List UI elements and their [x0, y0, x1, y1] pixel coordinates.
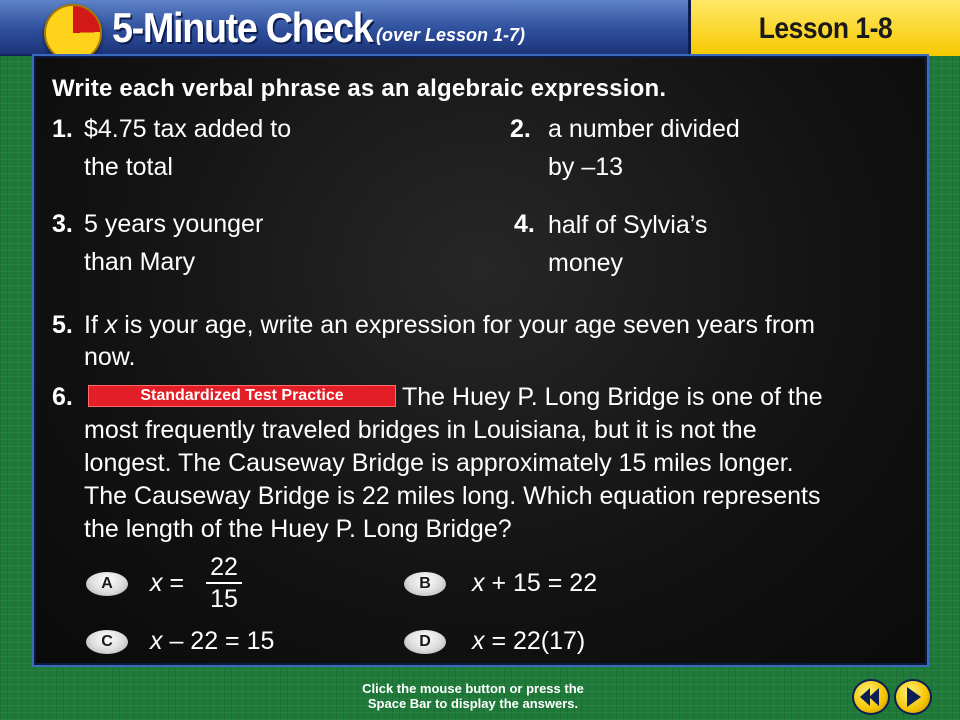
lesson-box: [688, 0, 960, 56]
choice-c-variable: x: [150, 627, 163, 655]
question-6-line2: most frequently traveled bridges in Louisiana, but it is not the: [84, 416, 757, 444]
choice-d-expression: [472, 625, 585, 658]
choice-a-fraction: [206, 553, 242, 613]
footer-message: [300, 681, 646, 711]
item-4-line1: half of Sylvia’s: [548, 211, 708, 239]
question-5-pre: If: [84, 311, 105, 339]
choice-b-expression: [472, 567, 597, 600]
choice-c-expression: [150, 625, 274, 658]
item-4-line2: money: [548, 249, 624, 277]
choice-c-button[interactable]: C: [86, 630, 128, 654]
question-5-line2: now.: [84, 343, 136, 371]
choice-d-rest: = 22(17): [484, 627, 586, 655]
choice-d-variable: x: [472, 627, 485, 655]
item-2-line1: a number divided: [548, 115, 740, 143]
choice-a-denominator: 15: [210, 585, 238, 613]
choice-a-lhs: x =: [150, 569, 185, 597]
question-5-line1: [84, 309, 815, 342]
header-subtitle: (over Lesson 1-7): [376, 25, 526, 45]
question-6-line1: The Huey P. Long Bridge is one of the: [402, 383, 823, 411]
next-button[interactable]: [894, 679, 932, 715]
question-5-variable: x: [104, 311, 118, 339]
pie-timer-icon: [44, 4, 102, 62]
question-6-number: 6.: [52, 383, 73, 411]
item-2-number: 2.: [510, 115, 531, 143]
lesson-label: Lesson 1-8: [758, 12, 893, 45]
previous-button[interactable]: [852, 679, 890, 715]
content-panel: [34, 56, 927, 665]
choice-b-rest: + 15 = 22: [484, 569, 598, 597]
item-3-line2: than Mary: [84, 248, 196, 276]
question-6-line4: The Causeway Bridge is 22 miles long. Which equation represents: [84, 482, 821, 510]
forward-arrow-icon: [896, 681, 930, 713]
choice-b-variable: x: [472, 569, 485, 597]
header-bar: [0, 0, 688, 56]
item-3-line1: 5 years younger: [84, 210, 264, 238]
choice-c-rest: – 22 = 15: [162, 627, 275, 655]
question-5-post: is your age, write an expression for your age seven years from: [117, 311, 815, 339]
choice-d-button[interactable]: D: [404, 630, 446, 654]
footer-line2: Space Bar to display the answers.: [367, 696, 579, 711]
item-1-line1: $4.75 tax added to: [84, 115, 292, 143]
choice-a-numerator: 22: [210, 553, 238, 581]
header-title: 5-Minute Check: [112, 4, 373, 51]
item-1-number: 1.: [52, 115, 73, 143]
item-1-line2: the total: [84, 153, 173, 181]
item-3-number: 3.: [52, 210, 73, 238]
choice-a-button[interactable]: A: [86, 572, 128, 596]
footer-line1: Click the mouse button or press the: [362, 681, 584, 696]
item-4-number: 4.: [514, 210, 535, 238]
back-arrow-icon: [854, 681, 888, 713]
question-6-line5: the length of the Huey P. Long Bridge?: [84, 515, 512, 543]
fraction-bar: [206, 582, 242, 584]
question-6-line3: longest. The Causeway Bridge is approximately 15 miles longer.: [84, 449, 794, 477]
item-2-line2: by –13: [548, 153, 624, 181]
standardized-test-badge: Standardized Test Practice: [88, 385, 396, 407]
question-5-number: 5.: [52, 311, 73, 339]
choice-b-button[interactable]: B: [404, 572, 446, 596]
instruction-text: Write each verbal phrase as an algebraic expression.: [52, 75, 667, 102]
